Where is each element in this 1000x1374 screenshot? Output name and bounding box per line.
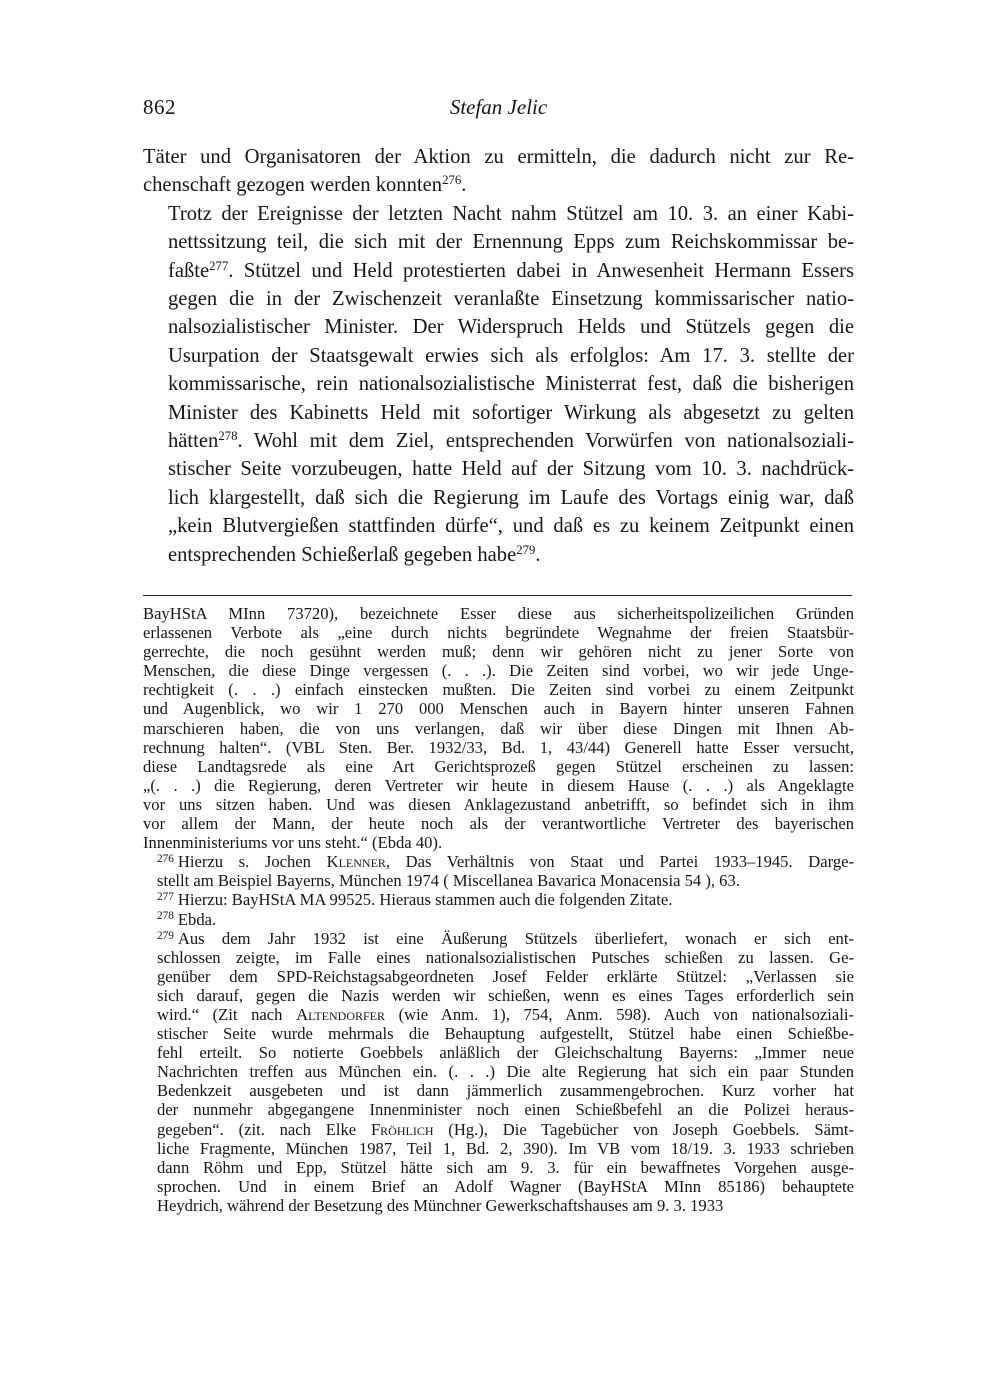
footnote-ref[interactable]: 276 bbox=[442, 173, 462, 188]
footnote-line bbox=[143, 1043, 854, 1062]
text-line: nalsozialistischer Minister. Der Widerspruch Helds und Stützels gegen die bbox=[168, 316, 854, 339]
footnote-line: BayHStA MInn 73720), bezeichnete Esser diese aus sicherheitspolizeilichen Gründen bbox=[143, 604, 854, 623]
text-line: chenschaft gezogen werden konnten$^{276}$. bbox=[143, 173, 467, 197]
footnote-text: (Hg.), Die Tagebücher von Joseph Goebbels. Sämt- bbox=[433, 1119, 854, 1139]
footnote-ref[interactable]: 278 bbox=[218, 429, 238, 444]
footnote-line bbox=[143, 1062, 854, 1081]
footnote-text: genüber dem SPD-Reichstagsabgeordneten Josef Felder erklärte Stützel: „Verlassen sie bbox=[157, 966, 854, 986]
footnote-number: 279 bbox=[157, 929, 174, 942]
footnote-line: „(. . .) die Regierung, deren Vertreter wir heute in diesem Hause (. . .) als Angeklagte bbox=[143, 775, 854, 795]
footnote-line bbox=[143, 1177, 854, 1196]
author-name: Altendorfer bbox=[296, 1004, 385, 1024]
footnote-line: rechtigkeit (. . .) einfach einstecken mußten. Die Zeiten sind vorbei zu einem Zeitpunkt bbox=[143, 680, 854, 700]
text-line: Täter und Organisatoren der Aktion zu ermitteln, die dadurch nicht zur Re- bbox=[143, 146, 854, 168]
footnote-line bbox=[143, 1081, 854, 1100]
footnote-277 bbox=[143, 890, 854, 909]
footnote-line bbox=[143, 1005, 854, 1024]
footnote-line bbox=[143, 910, 854, 929]
text-line: gegen die in der Zwischenzeit veranlaßte Einsetzung kommissarischer natio- bbox=[168, 288, 854, 311]
footnotes bbox=[143, 604, 854, 1215]
footnote-text: gegeben“. (zit. nach Elke bbox=[157, 1119, 371, 1139]
footnote-line: erlassenen Verbote als „eine durch nichts begründete Wegnahme der freien Staatsbür- bbox=[143, 623, 854, 643]
footnote-text: Hierzu: BayHStA MA 99525. Hieraus stammen auch die folgenden Zitate. bbox=[177, 890, 673, 910]
footnote-text: liche Fragmente, München 1987, Teil 1, Bd. 2, 390). Im VB vom 18/19. 3. 1933 schrieben bbox=[157, 1138, 854, 1158]
text-line: „kein Blutvergießen stattfinden dürfe“, und daß es zu keinem Zeitpunkt einen bbox=[168, 515, 854, 538]
footnote-line bbox=[143, 1139, 854, 1158]
footnote-text: (wie Anm. 1), 754, Anm. 598). Auch von nationalsoziali- bbox=[385, 1004, 854, 1024]
footnote-ref[interactable]: 279 bbox=[516, 542, 536, 557]
footnote-line: Menschen, die diese Dinge vergessen (. . .). Die Zeiten sind vorbei, wo wir jede Unge- bbox=[143, 661, 854, 681]
footnote-line: diese Landtagsrede als eine Art Gerichtsprozeß gegen Stützel erscheinen zu lassen: bbox=[143, 756, 854, 776]
footnote-278 bbox=[143, 910, 854, 929]
paragraph bbox=[143, 143, 854, 200]
footnote-ref[interactable]: 277 bbox=[209, 258, 229, 273]
footnote-text: sich darauf, gegen die Nazis werden wir schießen, wenn es eines Tages erforderlich sein bbox=[157, 985, 854, 1005]
text-line: Trotz der Ereignisse der letzten Nacht nahm Stützel am 10. 3. an einer Kabi- bbox=[168, 202, 854, 225]
footnote-279 bbox=[143, 929, 854, 1215]
text-line: lich klargestellt, daß sich die Regierung im Laufe des Vortags einig war, daß bbox=[168, 486, 854, 509]
footnote-text: Aus dem Jahr 1932 ist eine Äußerung Stützels überliefert, wonach er sich ent- bbox=[177, 928, 854, 948]
footnote-line: Innenministeriums vor uns steht.“ (Ebda 40). bbox=[143, 833, 443, 853]
main-text bbox=[143, 143, 854, 569]
footnote-line: vor uns sitzen haben. Und was diesen Anklagezustand anbetrifft, so befindet sich in ihm bbox=[143, 794, 854, 814]
footnote-text: Nachrichten treffen aus München ein. (. . .) Die alte Regierung hat sich ein paar Stunden bbox=[157, 1062, 854, 1082]
footnote-number: 277 bbox=[157, 891, 174, 904]
footnote-list bbox=[143, 852, 854, 1215]
footnote-line bbox=[143, 1120, 854, 1139]
footnote-line bbox=[143, 1196, 854, 1215]
footnote-text: Ebda. bbox=[177, 909, 217, 929]
footnote-text: fehl erteilt. So notierte Goebbels anläßlich der Gleichschaltung Bayerns: „Immer neue bbox=[157, 1043, 854, 1063]
paragraph bbox=[143, 200, 854, 569]
text-line: faßte$^{277}$. Stützel und Held protestierten dabei in Anwesenheit Hermann Essers bbox=[168, 258, 854, 282]
footnote-text: sprochen. Und in einem Brief an Adolf Wagner (BayHStA MInn 85186) behauptete bbox=[157, 1176, 854, 1196]
page-number: 862 bbox=[143, 95, 176, 119]
footnote-text: wird.“ (Zit nach bbox=[157, 1004, 297, 1024]
author-name: Fröhlich bbox=[370, 1119, 434, 1139]
footnote-line bbox=[143, 1158, 854, 1177]
footnote-line: rechnung halten“. (VBL Sten. Ber. 1932/33, Bd. 1, 43/44) Generell hatte Esser versucht, bbox=[143, 737, 854, 757]
text-line: Usurpation der Staatsgewalt erwies sich als erfolglos: Am 17. 3. stellte der bbox=[168, 344, 854, 367]
footnote-continuation bbox=[143, 604, 854, 852]
footnote-line bbox=[143, 1024, 854, 1043]
footnote-text: der nunmehr abgegangene Innenminister noch einen Schießbefehl an die Polizei heraus- bbox=[157, 1100, 854, 1120]
footnote-text: , Das Verhältnis von Staat und Partei 1933–1945. Darge- bbox=[385, 852, 855, 872]
footnote-text: Heydrich, während der Besetzung des Münchner Gewerkschaftshauses am 9. 3. 1933 bbox=[157, 1195, 724, 1215]
footnote-276 bbox=[143, 852, 854, 890]
footnote-text: schlossen zeigte, im Falle eines nationalsozialistischen Putsches schießen zu lassen. Ge- bbox=[157, 947, 854, 967]
footnote-line bbox=[143, 967, 854, 986]
text-line: stischer Seite vorzubeugen, hatte Held auf der Sitzung vom 10. 3. nachdrück- bbox=[168, 458, 854, 481]
footnote-line bbox=[143, 929, 854, 948]
running-head: Stefan Jelic bbox=[449, 95, 548, 119]
footnote-number: 276 bbox=[157, 853, 174, 866]
footnote-line bbox=[143, 871, 854, 890]
footnote-number: 278 bbox=[157, 910, 174, 923]
footnote-text: Hierzu s. Jochen bbox=[177, 852, 327, 872]
footnote-text: dann Röhm und Epp, Stützel hätte sich am 9. 3. für ein bewaffnetes Vorgehen ausge- bbox=[157, 1157, 854, 1177]
footnote-line bbox=[143, 986, 854, 1005]
footnote-line bbox=[143, 948, 854, 967]
author-name: Klenner bbox=[326, 852, 386, 872]
footnote-line: marschieren haben, die von uns verlangen, daß wir über diese Dingen mit Ihnen Ab- bbox=[143, 718, 854, 738]
footnote-line bbox=[143, 852, 854, 871]
footnote-line: und Augenblick, wo wir 1 270 000 Menschen auch in Bayern hinter unseren Fahnen bbox=[143, 699, 854, 719]
text-line: entsprechenden Schießerlaß gegeben habe$^{279}$. bbox=[168, 542, 541, 566]
text-line: nettssitzung teil, die sich mit der Ernennung Epps zum Reichskommissar be- bbox=[168, 231, 854, 254]
footnote-text: stellt am Beispiel Bayerns, München 1974 ( Miscellanea Bavarica Monacensia 54 ), 63. bbox=[157, 871, 740, 891]
footnote-line: gerrechte, die noch gesühnt werden muß; denn wir gehören nicht zu jener Sorte von bbox=[143, 642, 854, 662]
footnote-line: vor allem der Mann, der heute noch als der verantwortliche Vertreter des bayerischen bbox=[143, 814, 854, 834]
footnote-line bbox=[143, 1100, 854, 1119]
footnote-text: stischer Seite wurde mehrmals die Behauptung aufgestellt, Stützel habe einen Schießbe- bbox=[157, 1024, 854, 1044]
text-line: hätten$^{278}$. Wohl mit dem Ziel, entsprechenden Vorwürfen von nationalsoziali- bbox=[168, 429, 854, 453]
footnote-text: Bedenkzeit ausgebeten und ist dann jämmerlich zusammengebrochen. Kurz vorher hat bbox=[157, 1081, 854, 1101]
text-line: kommissarische, rein nationalsozialistische Ministerrat fest, daß die bisherigen bbox=[168, 373, 854, 396]
footnote-divider bbox=[143, 595, 852, 596]
page-header bbox=[143, 95, 854, 125]
footnote-line bbox=[143, 890, 854, 909]
text-line: Minister des Kabinetts Held mit sofortiger Wirkung als abgesetzt zu gelten bbox=[168, 401, 854, 424]
